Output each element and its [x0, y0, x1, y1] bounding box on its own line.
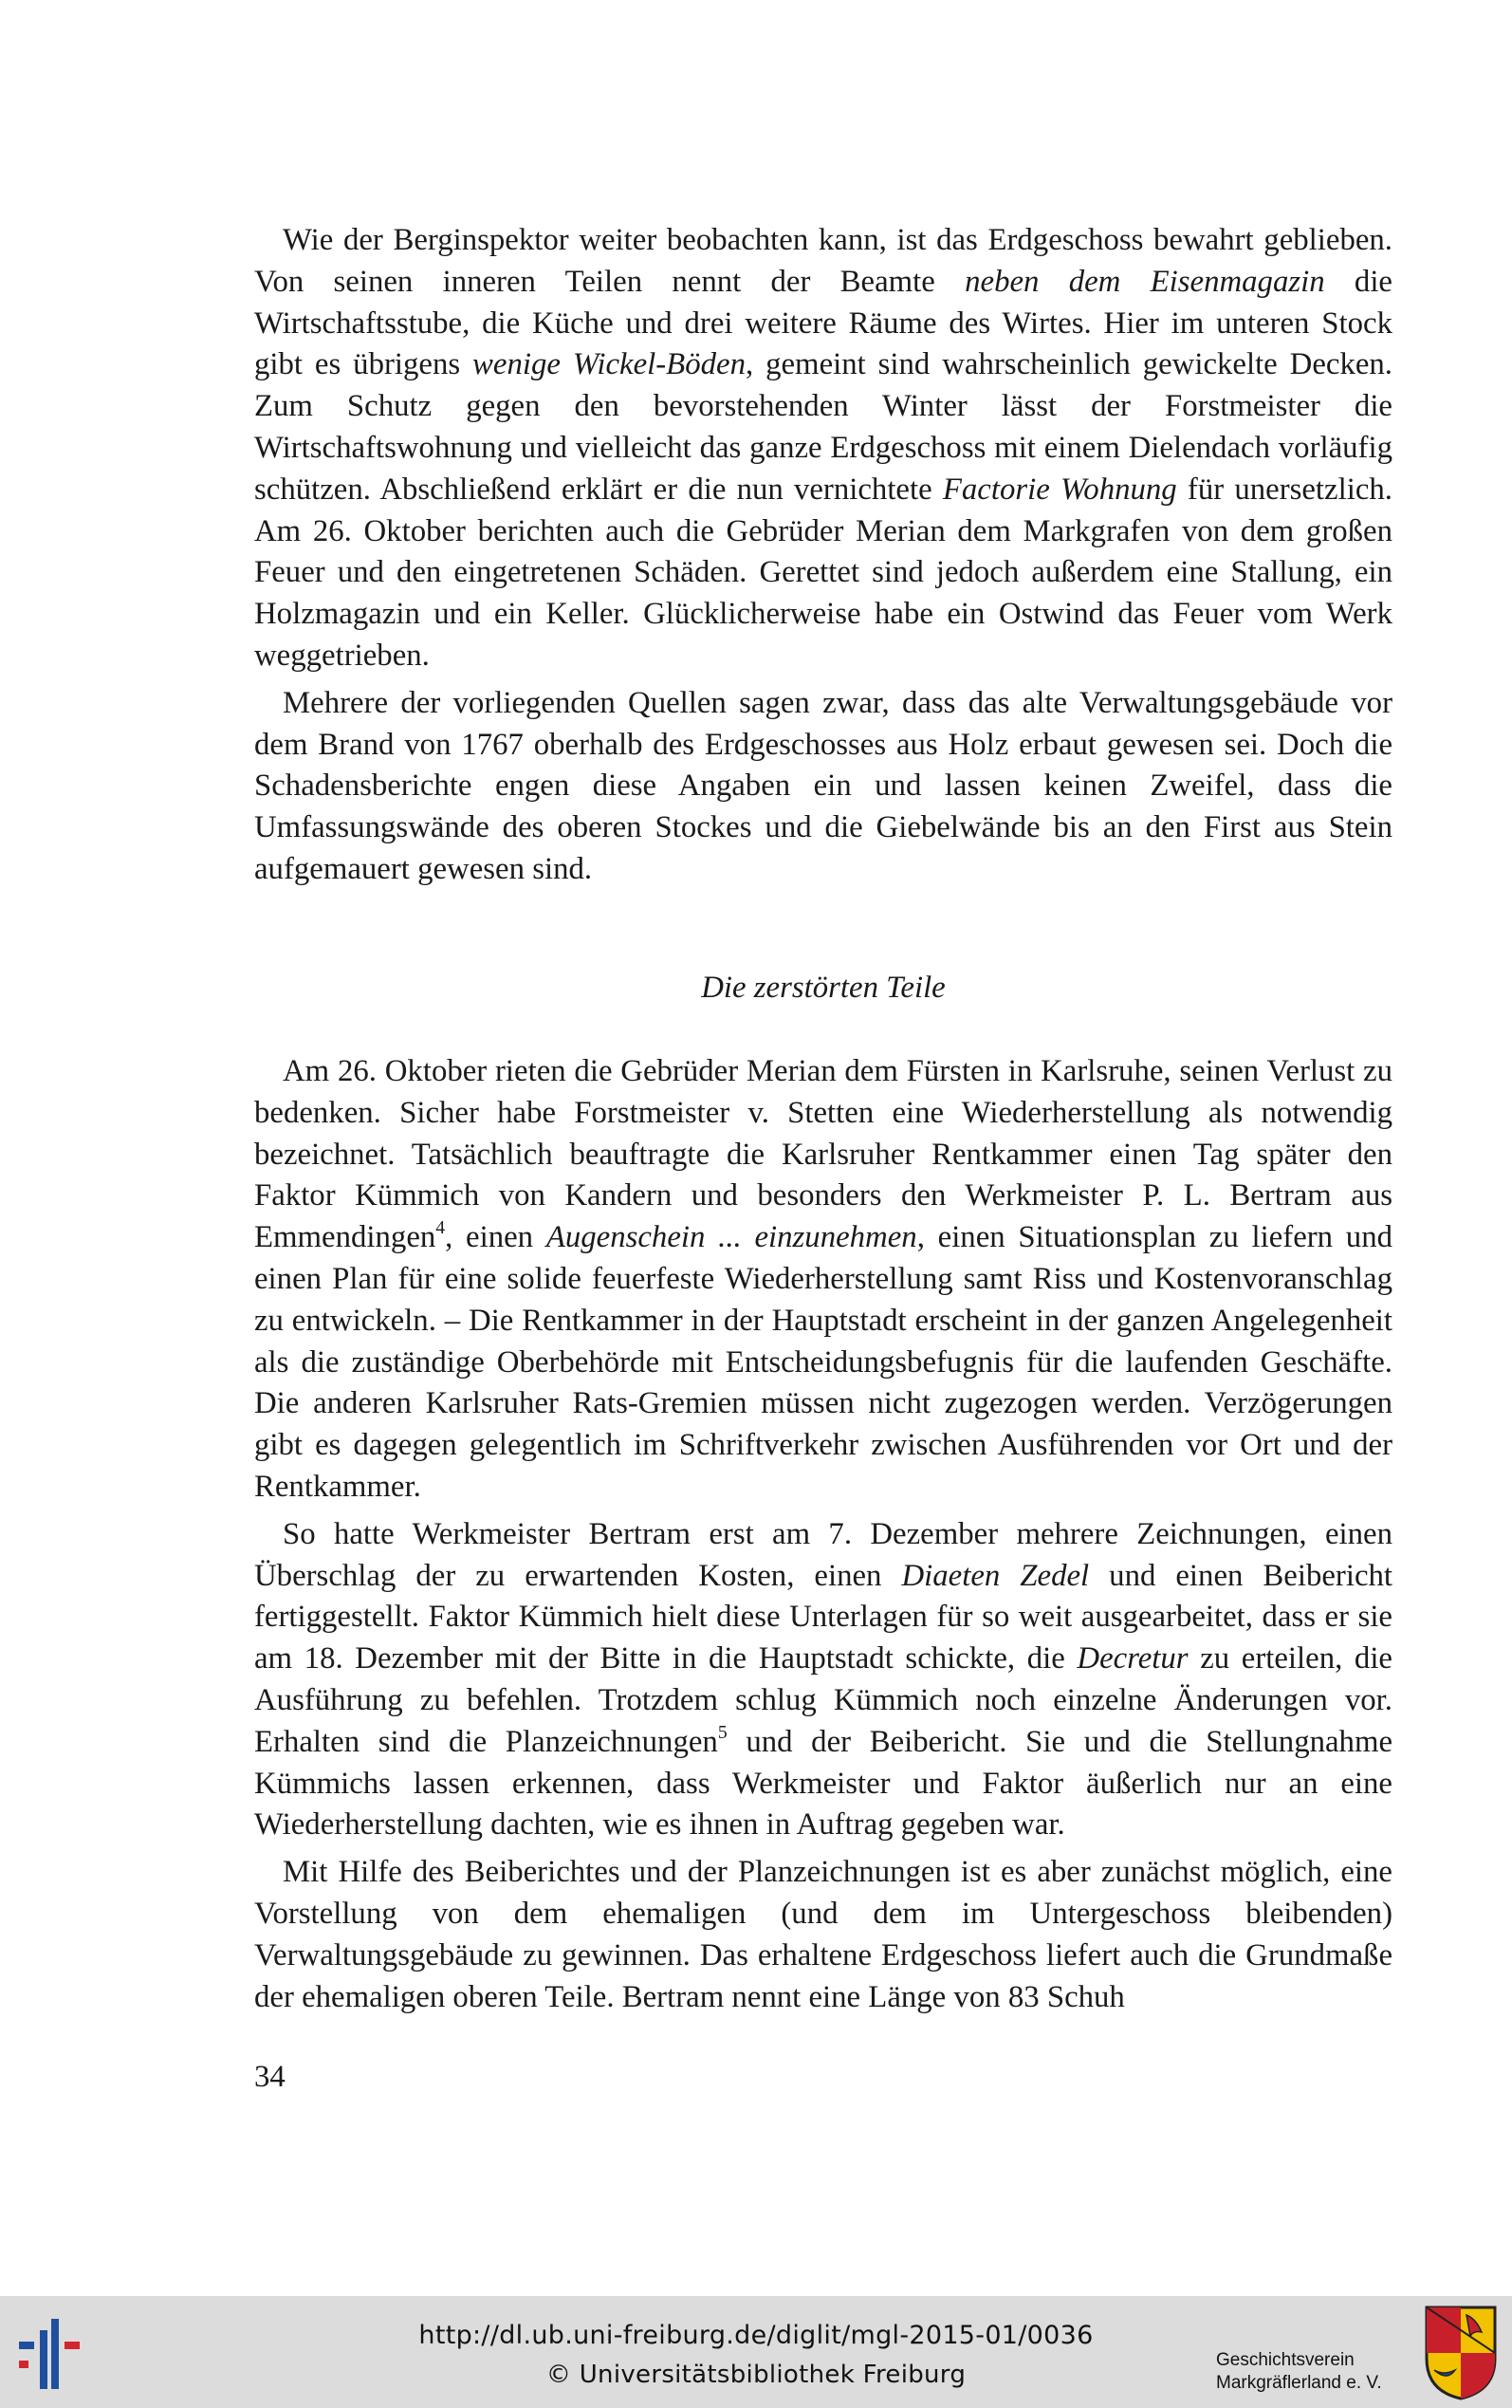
text-run: , einen: [445, 1220, 546, 1255]
coat-of-arms-icon: [1423, 2304, 1499, 2402]
paragraph: [254, 683, 1392, 891]
footer-copyright: © Universitätsbibliothek Freiburg: [545, 2361, 967, 2389]
text-run: Am 26. Oktober rieten die Gebrüder Merian dem Fürsten in Karlsruhe, seinen Verlust zu bedenken. Sicher habe Forstmeister v. Stetten eine Wiederherstellung als notwendig bezeichnet. Tatsächlich beauftragte die Karlsruher Rentkammer einen Tag später den Faktor Kümmich von Kandern und besonders den Werkmeister P. L. Bertram aus Emmendingen: [254, 1054, 1392, 1255]
footer-url-link[interactable]: http://dl.ub.uni-freiburg.de/diglit/mgl-2015-01/0036: [418, 2321, 1094, 2350]
footer-bar: [0, 2296, 1512, 2408]
italic-phrase: Factorie Wohnung: [942, 472, 1177, 507]
text-run: Mit Hilfe des Beiberichtes und der Planzeichnungen ist es aber zunächst möglich, eine Vorstellung von dem ehemaligen (und dem im Untergeschoss bleibenden) Verwaltungsgebäude zu gewinnen. Das erhaltene Erdgeschoss liefert auch die Grundmaße der ehemaligen oberen Teile. Bertram nennt eine Länge von 83 Schuh: [254, 1855, 1392, 2014]
section-heading: Die zerstörten Teile: [701, 971, 946, 1005]
paragraph: [254, 1051, 1392, 1509]
text-run: Mehrere der vorliegenden Quellen sagen zwar, dass das alte Verwaltungsgebäude vor dem Brand von 1767 oberhalb des Erdgeschosses aus Holz erbaut gewesen sei. Doch die Schadensberichte engen diese Angaben ein und lassen keinen Zweifel, dass die Umfassungswände des oberen Stockes und die Giebelwände bis an den First aus Stein aufgemauert gewesen sind.: [254, 685, 1392, 886]
text-run: zu erteilen, die Ausführung zu befehlen. Trotzdem schlug Kümmich noch einzelne Änderungen vor. Erhalten sind die Planzeichnungen: [254, 1641, 1392, 1759]
italic-phrase: Diaeten Zedel: [901, 1558, 1090, 1593]
text-run: , einen Situationsplan zu liefern und einen Plan für eine solide feuerfeste Wiederherstellung samt Riss und Kostenvoranschlag zu entwickeln. – Die Rentkammer in der Hauptstadt erscheint in der ganzen Angelegenheit als die zuständige Oberbehörde mit Entscheidungsbefugnis für die laufenden Geschäfte. Die anderen Karlsruher Rats-Gremien müssen nicht zugezogen werden. Verzögerungen gibt es dagegen gelegentlich im Schriftverkehr zwischen Ausführenden vor Ort und der Rentkammer.: [254, 1220, 1393, 1504]
text-run: Wie der Berginspektor weiter beobachten kann, ist das Erdgeschoss bewahrt geblieben. Von seinen inneren Teilen nennt der Beamte: [254, 223, 1392, 299]
text-run: So hatte Werkmeister Bertram erst am 7. Dezember mehrere Zeichnungen, einen Überschlag der zu erwartenden Kosten, einen: [254, 1516, 1392, 1593]
italic-phrase: wenige Wickel-Böden: [472, 347, 746, 382]
footnote-marker: 5: [717, 1721, 728, 1743]
society-name-line2: Markgräflerland e. V.: [1216, 2373, 1382, 2393]
text-run: und der Beibericht. Sie und die Stellungnahme Kümmichs lassen erkennen, dass Werkmeister und Faktor äußerlich nur an eine Wiederherstellung dachten, wie es ihnen in Auftrag gegeben war.: [254, 1724, 1393, 1843]
paragraph: [254, 1852, 1392, 2018]
society-name-line1: Geschichtsverein: [1216, 2350, 1355, 2370]
text-run: , gemeint sind wahrscheinlich gewickelte Decken. Zum Schutz gegen den bevorstehenden Winter lässt der Forstmeister die Wirtschaftswohnung und vielleicht das ganze Erdgeschoss mit einem Dielendach vorläufig schützen. Abschließend erklärt er die nun vernichtete: [254, 347, 1393, 507]
italic-phrase: Decretur: [1077, 1641, 1189, 1676]
paragraph: [254, 1514, 1392, 1846]
society-name: [1216, 2349, 1425, 2395]
text-run: die Wirtschaftsstube, die Küche und drei weitere Räume des Wirtes. Hier im unteren Stock gibt es übrigens: [254, 264, 1392, 382]
body-text-top: [254, 220, 1392, 891]
footnote-marker: 4: [435, 1217, 446, 1239]
italic-phrase: Augenschein ... einzunehmen: [545, 1220, 917, 1255]
paragraph: [254, 220, 1392, 677]
body-text-section: [254, 1051, 1392, 2018]
page-number: 34: [254, 2060, 286, 2094]
text-run: und einen Beibericht fertiggestellt. Faktor Kümmich hielt diese Unterlagen für so weit ausgearbeitet, dass er sie am 18. Dezember mit der Bitte in die Hauptstadt schickte, die: [254, 1558, 1393, 1676]
text-run: für unersetzlich. Am 26. Oktober berichten auch die Gebrüder Merian dem Markgrafen von dem großen Feuer und den eingetretenen Schäden. Gerettet sind jedoch außerdem eine Stallung, ein Holzmagazin und ein Keller. Glücklicherweise habe ein Ostwind das Feuer vom Werk weggetrieben.: [254, 472, 1392, 673]
italic-phrase: neben dem Eisenmagazin: [965, 264, 1325, 299]
